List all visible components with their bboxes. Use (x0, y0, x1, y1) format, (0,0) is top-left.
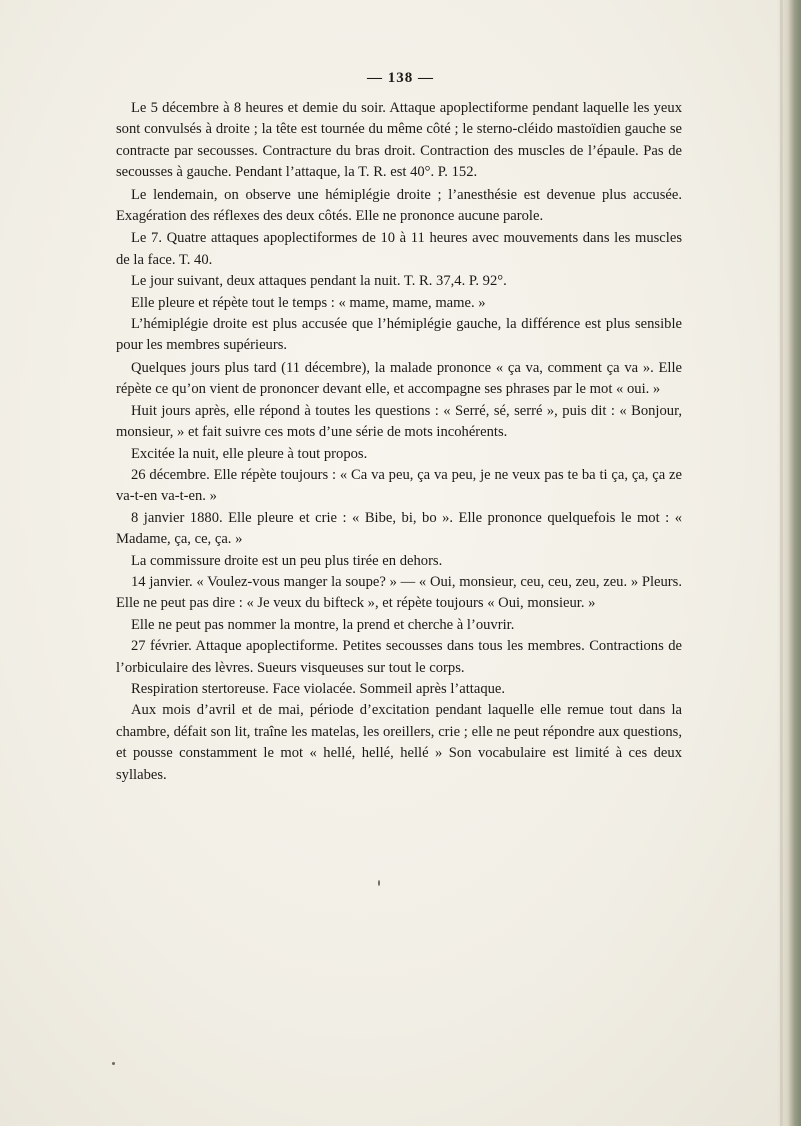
paragraph: La commissure droite est un peu plus tirée en dehors. (131, 552, 443, 569)
paragraph: 14 janvier. « Voulez-vous manger la soupe? » — « Oui, monsieur, ceu, ceu, zeu, zeu. » Pleurs. Elle ne peut pas dire : « Je veux du bifteck », et répète toujours « Oui, monsieur. » (116, 573, 682, 612)
page-number: — 138 — (367, 70, 434, 86)
paragraph: Le 7. Quatre attaques apoplectiformes de 10 à 11 heures avec mouvements dans les muscles de la face. T. 40. (116, 230, 682, 268)
paragraph: Huit jours après, elle répond à toutes les questions : « Serré, sé, serré », puis dit : « Bonjour, monsieur, » et fait suivre ces mots d’une série de mots incohérents. (116, 402, 682, 441)
paragraph: Respiration stertoreuse. Face violacée. Sommeil après l’attaque. (131, 680, 506, 697)
paragraph: 26 décembre. Elle répète toujours : « Ca va peu, ça va peu, je ne veux pas te ba ti ça, ça, ça ze va-t-en va-t-en. » (116, 466, 682, 505)
paragraph: Excitée la nuit, elle pleure à tout propos. (131, 445, 368, 462)
paragraph: 8 janvier 1880. Elle pleure et crie : « Bibe, bi, bo ». Elle prononce quelquefois le mot : « Madame, ça, ce, ça. » (116, 509, 682, 548)
paragraph: Quelques jours plus tard (11 décembre), la malade prononce « ça va, comment ça va ». Elle répète ce qu’on vient de prononcer devant elle, et accompagne ses phrases par le mot « oui. » (116, 359, 682, 398)
paper-speck (378, 880, 380, 886)
paragraph: Aux mois d’avril et de mai, période d’excitation pendant laquelle elle remue tout dans la chambre, défait son lit, traîne les matelas, les oreillers, crie ; elle ne peut répondre aux questions, et pousse constamment le mot « hellé, hellé, hellé » Son vocabulaire est limité à ces deux syllabes. (116, 702, 682, 783)
paragraph: L’hémiplégie droite est plus accusée que l’hémiplégie gauche, la différence est plus sensible pour les membres supérieurs. (116, 316, 682, 354)
page-edge (777, 0, 801, 1126)
paragraph: Elle pleure et répète tout le temps : « mame, mame, mame. » (131, 294, 486, 311)
paragraph: Le lendemain, on observe une hémiplégie droite ; l’anesthésie est devenue plus accusée. Exagération des réflexes des deux côtés. Elle ne prononce aucune parole. (116, 186, 682, 225)
paragraph: Le jour suivant, deux attaques pendant la nuit. T. R. 37,4. P. 92°. (131, 273, 507, 290)
paragraph: 27 février. Attaque apoplectiforme. Petites secousses dans tous les membres. Contractions de l’orbiculaire des lèvres. Sueurs visqueuses sur tout le corps. (116, 638, 682, 676)
paragraph: Le 5 décembre à 8 heures et demie du soir. Attaque apoplectiforme pendant laquelle les yeux sont convulsés à droite ; la tête est tournée du même côté ; le sterno-cléido mastoïdien gauche se contracte par secousses. Contracture du bras droit. Contraction des muscles de l’épaule. Pas de secousses à gauche. Pendant l’attaque, la T. R. est 40°. P. 152. (116, 100, 682, 181)
body-text (116, 98, 682, 786)
paragraph: Elle ne peut pas nommer la montre, la prend et cherche à l’ouvrir. (131, 616, 515, 633)
paper-speck (112, 1062, 115, 1065)
